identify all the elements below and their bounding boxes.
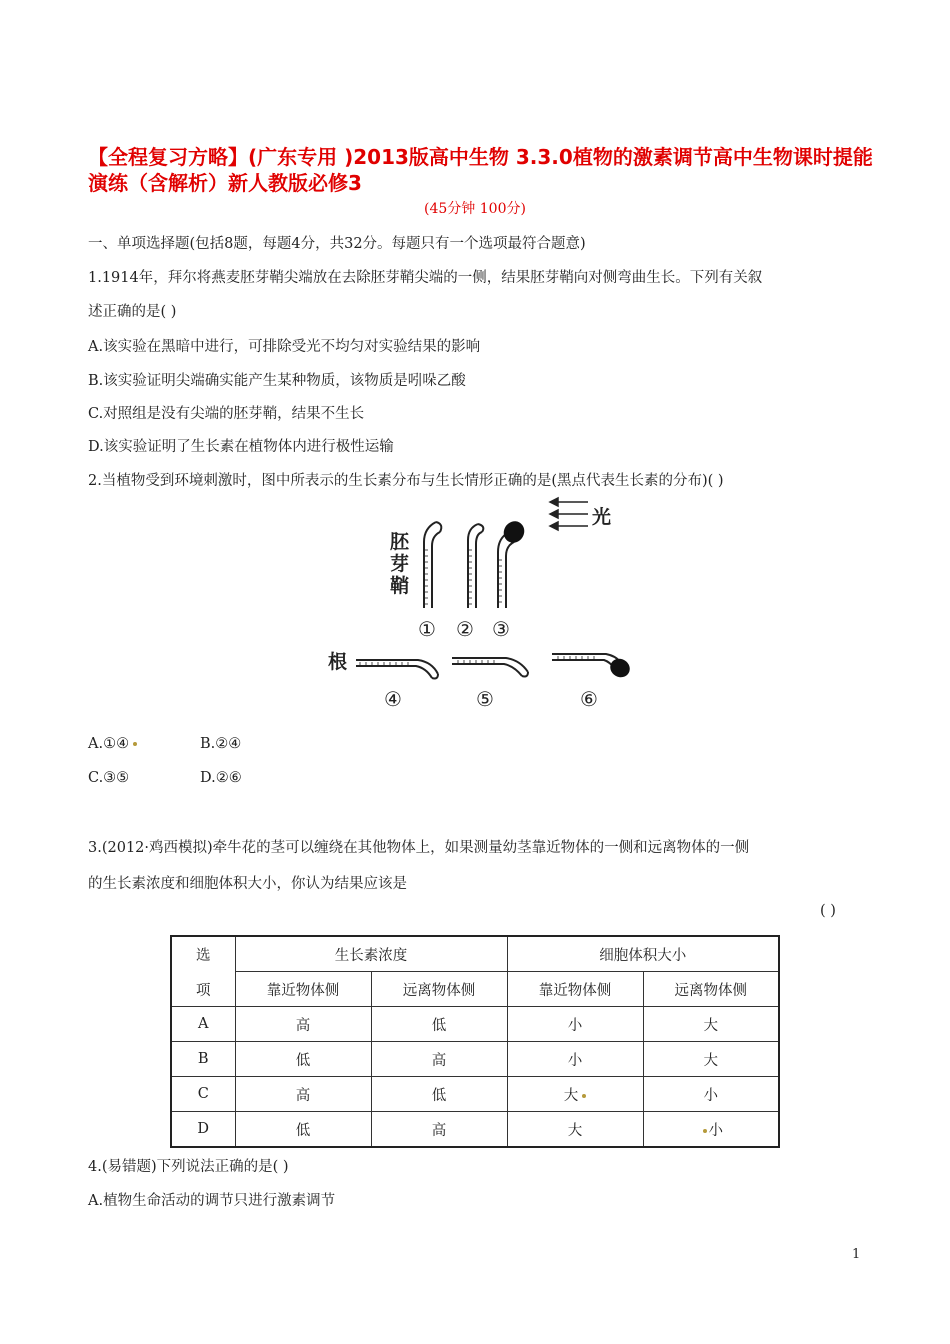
q2-option-a: A.①④ (88, 736, 137, 752)
page-number: 1 (852, 1247, 861, 1262)
q4-stem: 4.(易错题)下列说法正确的是( ) (88, 1159, 289, 1175)
table-header-auxin: 生长素浓度 (235, 936, 507, 972)
document-subtitle: (45分钟 100分) (424, 201, 526, 217)
table-cell: 小 (643, 1112, 779, 1148)
document-title: 【全程复习方略】(广东专用 )2013版高中生物 3.3.0植物的激素调节高中生物课时提能演练（含解析）新人教版必修3 (88, 145, 873, 195)
label-light: 光 (592, 506, 612, 528)
table-header-option: 选 项 (171, 936, 235, 1007)
q1-stem-line2: 述正确的是( ) (88, 304, 177, 320)
table-cell: 小 (507, 1007, 643, 1042)
root-6-auxin-tip (607, 655, 633, 681)
table-subheader: 靠近物体侧 (507, 972, 643, 1007)
table-subheader: 靠近物体侧 (235, 972, 371, 1007)
table-row (171, 1112, 779, 1148)
q2-option-b: B.②④ (200, 736, 242, 752)
label-root: 根 (328, 651, 348, 673)
coleoptile-3-auxin-tip (500, 517, 528, 546)
q3-table (170, 935, 780, 1148)
table-cell: 低 (235, 1042, 371, 1077)
table-subheader: 远离物体侧 (643, 972, 779, 1007)
table-cell: 高 (235, 1077, 371, 1112)
light-arrows (550, 498, 588, 530)
section-heading: 一、单项选择题(包括8题，每题4分，共32分。每题只有一个选项最符合题意) (88, 236, 586, 252)
q2-option-c: C.③⑤ (88, 770, 130, 786)
table-cell: 小 (507, 1042, 643, 1077)
q4-option-a: A.植物生命活动的调节只进行激素调节 (88, 1193, 336, 1209)
table-row (171, 1042, 779, 1077)
table-cell: 小 (643, 1077, 779, 1112)
num-6: ⑥ (580, 687, 598, 711)
table-cell: 大 (507, 1077, 643, 1112)
table-cell: 高 (371, 1112, 507, 1148)
table-cell: 大 (643, 1042, 779, 1077)
table-cell: 高 (235, 1007, 371, 1042)
q1-option-d: D.该实验证明了生长素在植物体内进行极性运输 (88, 439, 394, 455)
q1-option-a: A.该实验在黑暗中进行，可排除受光不均匀对实验结果的影响 (88, 339, 481, 355)
table-cell: D (171, 1112, 235, 1148)
coleoptile-root-figure (320, 490, 650, 720)
num-5: ⑤ (476, 687, 494, 711)
coleoptile-2 (468, 524, 483, 608)
table-subheader: 远离物体侧 (371, 972, 507, 1007)
num-1: ① (418, 617, 436, 641)
table-cell: 低 (371, 1007, 507, 1042)
table-cell: 大 (643, 1007, 779, 1042)
q3-stem-line1: 3.(2012·鸡西模拟)牵牛花的茎可以缠绕在其他物体上，如果测量幼茎靠近物体的一侧和远离物体的一侧 (88, 840, 750, 856)
label-coleoptile-char1: 胚 (390, 531, 410, 553)
q1-option-b: B.该实验证明尖端确实能产生某种物质，该物质是吲哚乙酸 (88, 373, 466, 389)
q1-stem-line1: 1.1914年，拜尔将燕麦胚芽鞘尖端放在去除胚芽鞘尖端的一侧，结果胚芽鞘向对侧弯曲生长。下列有关叙 (88, 270, 763, 286)
q3-stem-line2: 的生长素浓度和细胞体积大小，你认为结果应该是 (88, 876, 407, 892)
coleoptile-3 (498, 534, 514, 608)
table-cell: C (171, 1077, 235, 1112)
num-2: ② (456, 617, 474, 641)
table-cell: A (171, 1007, 235, 1042)
table-header-cell-size: 细胞体积大小 (507, 936, 779, 972)
num-3: ③ (492, 617, 510, 641)
table-cell: 大 (507, 1112, 643, 1148)
label-coleoptile-char2: 芽 (390, 553, 410, 575)
q2-option-d: D.②⑥ (200, 770, 242, 786)
q2-stem: 2.当植物受到环境刺激时，图中所表示的生长素分布与生长情形正确的是(黑点代表生长素的分布)( ) (88, 473, 724, 489)
root-5 (452, 658, 528, 677)
table-cell: B (171, 1042, 235, 1077)
num-4: ④ (384, 687, 402, 711)
q3-answer-paren: ( ) (820, 903, 836, 919)
table-row (171, 1007, 779, 1042)
label-coleoptile-char3: 鞘 (390, 575, 410, 597)
table-cell: 低 (235, 1112, 371, 1148)
table-cell: 高 (371, 1042, 507, 1077)
q1-option-c: C.对照组是没有尖端的胚芽鞘，结果不生长 (88, 406, 365, 422)
root-6 (552, 654, 620, 668)
coleoptile-1 (424, 522, 441, 608)
table-cell: 低 (371, 1077, 507, 1112)
root-4 (356, 660, 438, 679)
table-row (171, 1077, 779, 1112)
